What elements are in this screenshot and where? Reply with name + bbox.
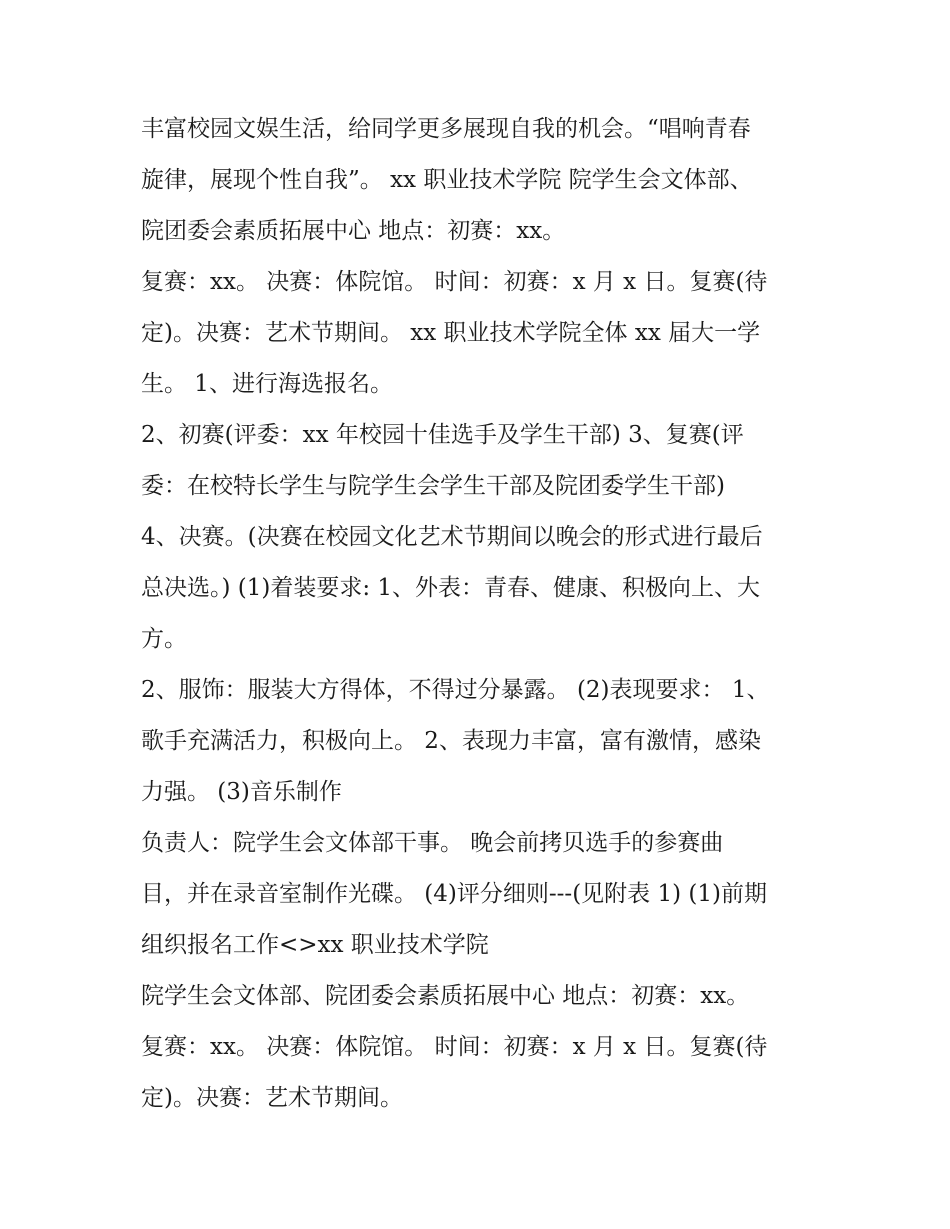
text-line: 复赛：xx。 决赛：体院馆。 时间：初赛：x 月 x 日。复赛(待 <box>141 269 768 295</box>
text-line: 定)。决赛：艺术节期间。 <box>141 1085 403 1111</box>
text-line: 组织报名工作<>xx 职业技术学院 <box>141 932 489 958</box>
text-line: 4、决赛。(决赛在校园文化艺术节期间以晚会的形式进行最后 <box>141 524 763 550</box>
text-line: 复赛：xx。 决赛：体院馆。 时间：初赛：x 月 x 日。复赛(待 <box>141 1034 768 1060</box>
text-line: 生。 1、进行海选报名。 <box>141 371 393 397</box>
text-line: 定)。决赛：艺术节期间。 xx 职业技术学院全体 xx 届大一学 <box>141 320 761 346</box>
text-line: 总决选。) (1)着装要求: 1、外表：青春、健康、积极向上、大 <box>141 575 761 601</box>
document-body <box>141 104 821 1124</box>
text-line: 2、初赛(评委：xx 年校园十佳选手及学生干部) 3、复赛(评 <box>141 422 744 448</box>
text-line: 旋律，展现个性自我”。 xx 职业技术学院 院学生会文体部、 <box>141 167 753 193</box>
text-line: 方。 <box>141 626 187 652</box>
text-line: 2、服饰：服装大方得体，不得过分暴露。 (2)表现要求： 1、 <box>141 677 770 703</box>
text-line: 歌手充满活力，积极向上。 2、表现力丰富，富有激情，感染 <box>141 728 761 754</box>
text-line: 委：在校特长学生与院学生会学生干部及院团委学生干部) <box>141 473 725 499</box>
text-line: 负责人：院学生会文体部干事。 晚会前拷贝选手的参赛曲 <box>141 830 724 856</box>
text-line: 丰富校园文娱生活，给同学更多展现自我的机会。“唱响青春 <box>141 116 751 142</box>
text-line: 院学生会文体部、院团委会素质拓展中心 地点：初赛：xx。 <box>141 983 750 1009</box>
text-line: 力强。 (3)音乐制作 <box>141 779 342 805</box>
text-line: 院团委会素质拓展中心 地点：初赛：xx。 <box>141 218 566 244</box>
text-line: 目，并在录音室制作光碟。 (4)评分细则---(见附表 1) (1)前期 <box>141 881 767 907</box>
